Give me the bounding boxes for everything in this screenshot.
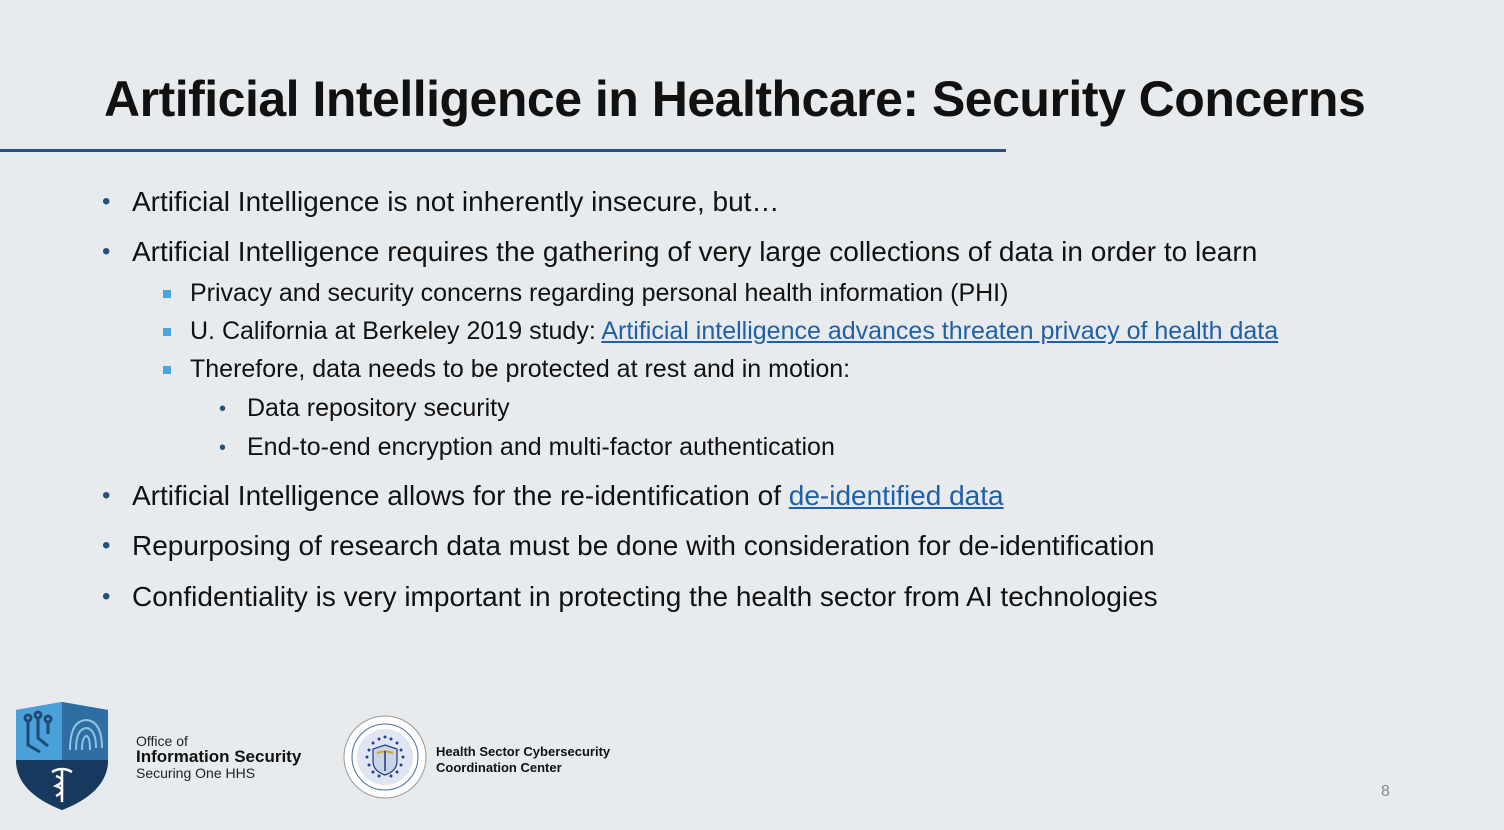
bullet-dot-icon: • — [102, 482, 111, 509]
bullet-2-1-text: Privacy and security concerns regarding personal health information (PHI) — [190, 279, 1009, 307]
bullet-dot-icon: • — [102, 532, 111, 559]
square-bullet-icon — [163, 290, 171, 298]
bullet-dot-icon: • — [102, 583, 111, 610]
ois-org-name — [136, 733, 301, 781]
bullet-2-3 — [190, 355, 850, 384]
bullet-4 — [102, 530, 1155, 562]
hc3-line2: Coordination Center — [436, 760, 562, 775]
hc3-line1: Health Sector Cybersecurity — [436, 744, 611, 759]
bullet-5-text: Confidentiality is very important in protecting the health sector from AI technologies — [132, 581, 1158, 612]
bullet-3-text: Artificial Intelligence allows for the re-identification of — [132, 480, 789, 511]
bullet-dot-icon: • — [102, 188, 111, 215]
bullet-2-3-1-text: Data repository security — [247, 394, 510, 422]
bullet-2-3-text: Therefore, data needs to be protected at rest and in motion: — [190, 355, 851, 383]
hc3-org-name — [436, 744, 610, 776]
bullet-dot-icon: • — [219, 398, 227, 420]
bullet-2-3-2 — [219, 433, 835, 462]
bullet-2 — [102, 236, 1258, 268]
bullet-1 — [102, 186, 780, 218]
bullet-3 — [102, 480, 1004, 512]
ois-line3: Securing One HHS — [136, 765, 256, 781]
page-number: 8 — [1381, 783, 1390, 800]
ois-shield-logo — [12, 700, 112, 812]
bullet-5 — [102, 581, 1158, 613]
ois-line2: Information Security — [136, 747, 302, 766]
hc3-seal-logo — [343, 715, 427, 799]
bullet-dot-icon: • — [219, 437, 227, 459]
bullet-2-1 — [190, 279, 1008, 308]
ois-line1: Office of — [136, 733, 188, 749]
bullet-2-3-1 — [219, 394, 510, 423]
slide-title: Artificial Intelligence in Healthcare: Security Concerns — [104, 71, 1366, 127]
bullet-2-text: Artificial Intelligence requires the gathering of very large collections of data in order to learn — [132, 236, 1258, 267]
bullet-2-3-2-text: End-to-end encryption and multi-factor authentication — [247, 433, 835, 461]
bullet-4-text: Repurposing of research data must be done with consideration for de-identification — [132, 530, 1155, 561]
square-bullet-icon — [163, 328, 171, 336]
deidentified-data-link[interactable]: de-identified data — [788, 480, 1004, 511]
square-bullet-icon — [163, 366, 171, 374]
bullet-1-text: Artificial Intelligence is not inherently insecure, but… — [132, 186, 780, 217]
bullet-dot-icon: • — [102, 238, 111, 265]
bullet-2-2 — [190, 317, 1278, 346]
berkeley-study-link[interactable]: Artificial intelligence advances threaten privacy of health data — [601, 317, 1279, 345]
bullet-2-2-text: U. California at Berkeley 2019 study: — [190, 317, 602, 345]
